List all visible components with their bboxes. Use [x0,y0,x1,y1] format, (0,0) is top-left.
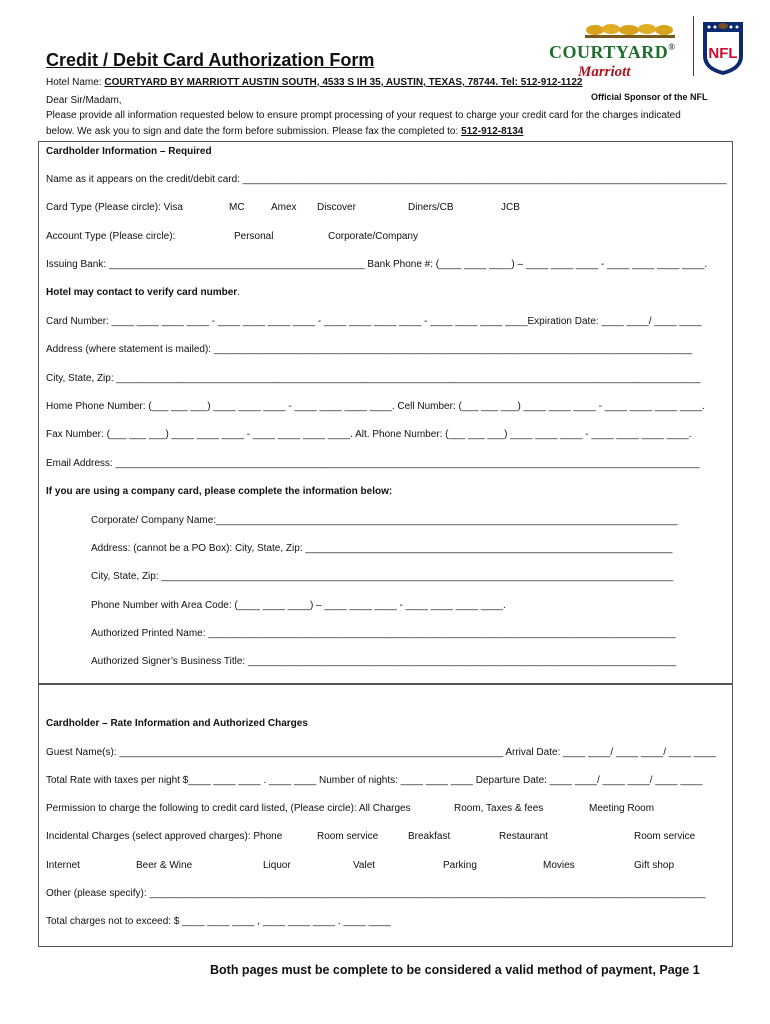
card-type-diners[interactable]: Diners/CB [408,202,454,213]
total-charges-field[interactable]: Total charges not to exceed: $ ____ ____ ____ , ____ ____ ____ . ____ ____ [46,916,391,927]
permission-meeting-room[interactable]: Meeting Room [589,803,655,814]
account-type-label: Account Type (Please circle): [46,231,176,242]
address-field[interactable]: Address (where statement is mailed): ______________________________________________________________________________________ [46,344,693,355]
printed-name-field[interactable]: Authorized Printed Name: ____________________________________________________________________________________ [91,628,676,639]
courtyard-trees-icon [585,24,675,40]
logo-divider [693,16,694,76]
hotel-name-label: Hotel Name: [46,77,102,88]
permission-label[interactable]: Permission to charge the following to credit card listed, (Please circle): All Charges [46,803,411,814]
incidental-internet[interactable]: Internet [46,860,80,871]
form-title: Credit / Debit Card Authorization Form [46,50,375,70]
incidental-room-service-2[interactable]: Room service [634,831,696,842]
card-type-label: Card Type (Please circle): Visa [46,202,183,213]
section1-heading: Cardholder Information – Required [46,146,212,157]
incidental-valet[interactable]: Valet [353,860,376,871]
section2-heading: Cardholder – Rate Information and Authorized Charges [46,718,308,729]
registered-mark: ® [668,42,676,52]
incidental-restaurant[interactable]: Restaurant [499,831,548,842]
hotel-name-value: COURTYARD BY MARRIOTT AUSTIN SOUTH, 4533 S IH 35, AUSTIN, TEXAS, 78744. Tel: 512-912-1122 [104,77,583,88]
other-charges-field[interactable]: Other (please specify): ____________________________________________________________________________________________________ [46,888,706,899]
incidental-movies[interactable]: Movies [543,860,575,871]
verify-note [46,287,240,298]
card-type-mc[interactable]: MC [229,202,245,213]
guest-arrival-field[interactable]: Guest Name(s): _____________________________________________________________________ Arrival Date: ____ ____/ ____ ____/ ____ ____ [46,747,717,758]
company-phone-field[interactable]: Phone Number with Area Code: (____ ____ ____) – ____ ____ ____ - ____ ____ ____ ____. [91,600,506,611]
signer-title-field[interactable]: Authorized Signer’s Business Title: _____________________________________________________________________________ [91,656,677,667]
footer-note: Both pages must be complete to be considered a valid method of payment, Page 1 [210,963,700,977]
incidental-liquor[interactable]: Liquor [263,860,291,871]
issuing-bank-field[interactable]: Issuing Bank: ______________________________________________ Bank Phone #: (____ ____ ____) – ____ ____ ____ - ____ ____ ____ ____. [46,259,708,270]
card-number-field[interactable]: Card Number: ____ ____ ____ ____ - ____ ____ ____ ____ - ____ ____ ____ ____ - ____ ____ ____ ____Expiration Date: ____ ____/ ____ ____ [46,316,702,327]
rate-departure-field[interactable]: Total Rate with taxes per night $____ ____ ____ . ____ ____ Number of nights: ____ ____ ____ Departure Date: ____ ____/ ____ ____/ ____ ____ [46,775,703,786]
email-field[interactable]: Email Address: _________________________________________________________________________________________________________ [46,458,700,469]
incidental-beer-wine[interactable]: Beer & Wine [136,860,193,871]
fax-alt-phone-field[interactable]: Fax Number: (___ ___ ___) ____ ____ ____ - ____ ____ ____ ____. Alt. Phone Number: (___ ___ ___) ____ ____ ____ - ____ ____ ____ ____. [46,429,692,440]
incidental-label[interactable]: Incidental Charges (select approved charges): Phone [46,831,283,842]
account-type-corporate[interactable]: Corporate/Company [328,231,419,242]
card-type-amex[interactable]: Amex [271,202,297,213]
fax-number: 512-912-8134 [461,126,524,137]
verify-note-period: . [237,287,240,298]
intro-line-2 [46,126,523,137]
hotel-name-line [46,77,582,88]
intro-line-1: Please provide all information requested below to ensure prompt processing of your request to charge your credit card for the charges indicated [46,110,681,121]
account-type-personal[interactable]: Personal [234,231,274,242]
card-type-jcb[interactable]: JCB [501,202,520,213]
incidental-gift-shop[interactable]: Gift shop [634,860,675,871]
permission-room-taxes[interactable]: Room, Taxes & fees [454,803,544,814]
company-address-field[interactable]: Address: (cannot be a PO Box): City, State, Zip: __________________________________________________________________ [91,543,673,554]
salutation: Dear Sir/Madam, [46,95,122,106]
verify-note-text: Hotel may contact to verify card number [46,287,238,298]
city-state-zip-field[interactable]: City, State, Zip: _________________________________________________________________________________________________________ [46,373,701,384]
incidental-parking[interactable]: Parking [443,860,477,871]
marriott-logo: Marriott [578,64,631,80]
card-type-discover[interactable]: Discover [317,202,356,213]
company-card-heading: If you are using a company card, please complete the information below: [46,486,393,497]
incidental-breakfast[interactable]: Breakfast [408,831,451,842]
nfl-shield-icon [700,16,746,76]
intro-line-2-text: below. We ask you to sign and date the form before submission. Please fax the completed to: [46,126,459,137]
home-cell-phone-field[interactable]: Home Phone Number: (___ ___ ___) ____ ____ ____ - ____ ____ ____ ____. Cell Number: (___ ___ ___) ____ ____ ____ - ____ ____ ____ ____. [46,401,705,412]
sponsor-text: Official Sponsor of the NFL [591,92,708,102]
cardholder-name-field[interactable]: Name as it appears on the credit/debit card: _______________________________________________________________________________________ [46,174,727,185]
courtyard-logo [549,42,675,63]
nfl-logo-text: NFL [708,45,738,62]
company-city-field[interactable]: City, State, Zip: ____________________________________________________________________________________________ [91,571,674,582]
company-name-field[interactable]: Corporate/ Company Name:___________________________________________________________________________________ [91,515,678,526]
courtyard-logo-text: COURTYARD [549,42,669,62]
incidental-room-service[interactable]: Room service [317,831,379,842]
